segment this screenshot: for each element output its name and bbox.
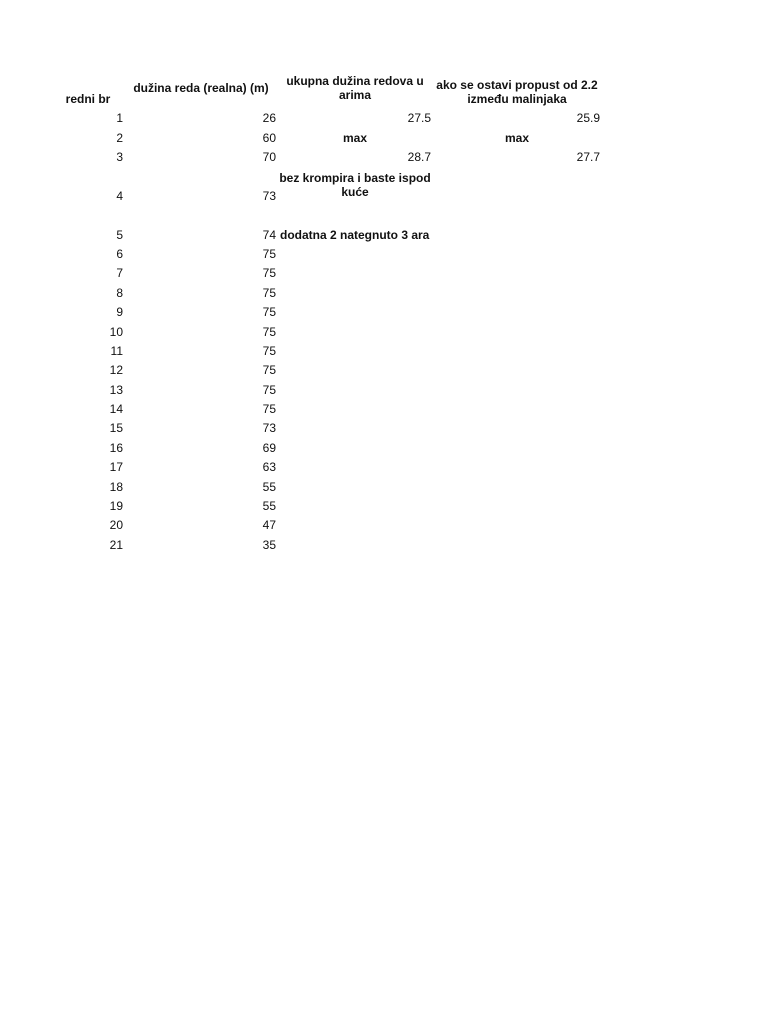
header-ukupna-duzina: ukupna dužina redova u arima [286, 74, 424, 102]
cell-row-number: 12 [109, 363, 123, 377]
cell-row-number: 3 [116, 150, 123, 164]
cell-row-number: 15 [109, 421, 123, 435]
cell-row-number: 16 [109, 441, 123, 455]
cell-d-row-3: 27.7 [576, 150, 600, 164]
cell-c-row-2: max [342, 131, 368, 145]
cell-c-row-5: dodatna 2 nategnuto 3 ara [280, 228, 430, 242]
cell-row-number: 4 [116, 189, 123, 203]
cell-row-length: 35 [262, 538, 276, 552]
cell-row-length: 75 [262, 247, 276, 261]
cell-row-number: 2 [116, 131, 123, 145]
cell-row-number: 8 [116, 286, 123, 300]
cell-row-length: 55 [262, 499, 276, 513]
cell-row-length: 75 [262, 363, 276, 377]
cell-row-length: 55 [262, 480, 276, 494]
cell-row-number: 14 [109, 402, 123, 416]
cell-row-number: 9 [116, 305, 123, 319]
cell-row-number: 11 [110, 344, 123, 358]
cell-row-number: 17 [109, 460, 123, 474]
cell-row-length: 63 [262, 460, 276, 474]
header-duzina-reda: dužina reda (realna) (m) [133, 81, 269, 95]
cell-row-length: 60 [262, 131, 276, 145]
cell-row-number: 1 [116, 111, 123, 125]
cell-c-row-3: 28.7 [407, 150, 431, 164]
header-propust: ako se ostavi propust od 2.2 između malinjaka [436, 78, 598, 106]
cell-row-length: 47 [262, 518, 276, 532]
cell-row-length: 75 [262, 305, 276, 319]
cell-row-length: 73 [262, 421, 276, 435]
cell-row-length: 73 [262, 189, 276, 203]
cell-row-length: 75 [262, 266, 276, 280]
cell-row-number: 7 [116, 266, 123, 280]
cell-row-length: 75 [262, 383, 276, 397]
cell-row-length: 75 [262, 286, 276, 300]
cell-c-row-1: 27.5 [407, 111, 431, 125]
cell-row-number: 13 [109, 383, 123, 397]
cell-row-number: 10 [109, 325, 123, 339]
cell-row-number: 19 [109, 499, 123, 513]
cell-row-length: 75 [262, 344, 276, 358]
cell-row-length: 26 [262, 111, 276, 125]
cell-row-number: 18 [109, 480, 123, 494]
cell-row-number: 6 [116, 247, 123, 261]
cell-d-row-2: max [504, 131, 530, 145]
cell-row-number: 20 [109, 518, 123, 532]
header-redni-br: redni br [65, 92, 111, 106]
cell-row-length: 69 [262, 441, 276, 455]
cell-d-row-1: 25.9 [576, 111, 600, 125]
cell-row-length: 75 [262, 402, 276, 416]
cell-row-length: 70 [262, 150, 276, 164]
cell-row-length: 75 [262, 325, 276, 339]
cell-c-row-4: bez krompira i baste ispod kuće [279, 171, 431, 199]
cell-row-number: 21 [109, 538, 123, 552]
cell-row-number: 5 [116, 228, 123, 242]
cell-row-length: 74 [262, 228, 276, 242]
